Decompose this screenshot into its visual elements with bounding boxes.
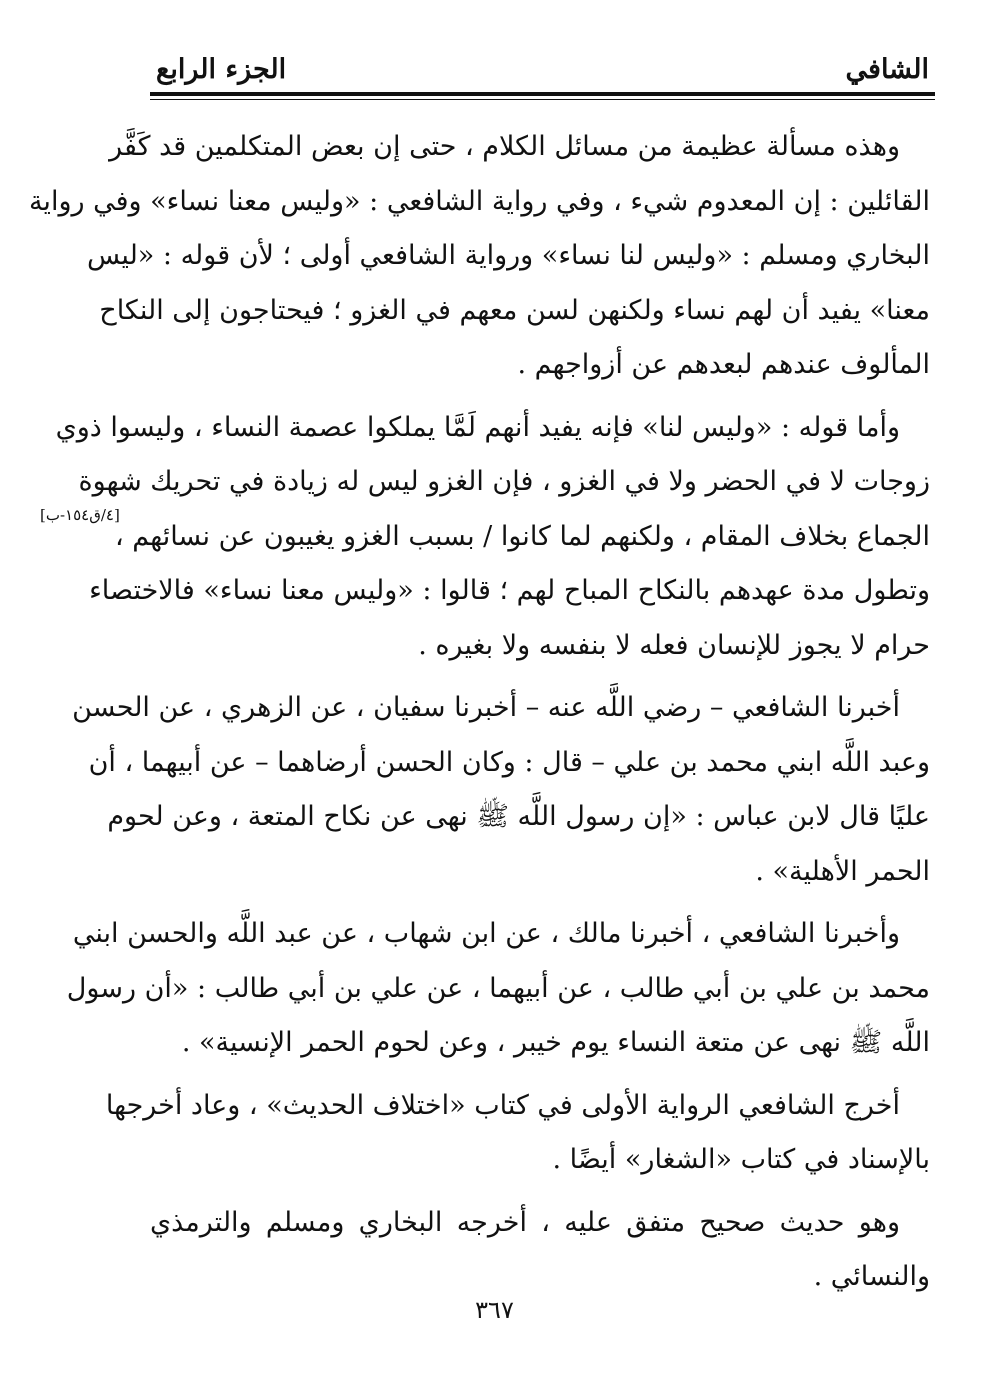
text-line: بالإسناد في كتاب «الشغار» أيضًا . xyxy=(552,1144,930,1175)
text-line: أخبرنا الشافعي – رضي اللَّه عنه – أخبرنا سفيان ، عن الزهري ، عن الحسن xyxy=(72,692,900,723)
text-line: الجماع بخلاف المقام ، ولكنهم لما كانوا / بسبب الغزو يغيبون عن نسائهم ، xyxy=(114,520,930,552)
paragraph xyxy=(72,681,930,899)
text-line: المألوف عندهم لبعدهم عن أزواجهم . xyxy=(517,349,930,380)
text-line: زوجات لا في الحضر ولا في الغزو ، فإن الغزو ليس له زيادة في تحريك شهوة xyxy=(78,466,930,497)
book-title: الشافي xyxy=(845,54,929,85)
text-line: وأما قوله : «وليس لنا» فإنه يفيد أنهم لَمَّا يملكوا عصمة النساء ، وليسوا ذوي xyxy=(55,411,900,443)
page-number: ٣٦٧ xyxy=(475,1296,514,1324)
text-line: وعبد اللَّه ابني محمد بن علي – قال : وكان الحسن أرضاهما – عن أبيهما ، أن xyxy=(88,746,930,778)
text-line: والنسائي . xyxy=(813,1261,930,1292)
running-header xyxy=(150,50,935,94)
paragraph xyxy=(66,907,930,1071)
text-line: حرام لا يجوز للإنسان فعله لا بنفسه ولا بغيره . xyxy=(418,629,930,661)
text-line: وأخبرنا الشافعي ، أخبرنا مالك ، عن ابن شهاب ، عن عبد اللَّه والحسن ابني xyxy=(72,918,900,949)
text-line: محمد بن علي بن أبي طالب ، عن أبيهما ، عن علي بن أبي طالب : «أن رسول xyxy=(66,972,930,1004)
text-line: البخاري ومسلم : «وليس لنا نساء» ورواية الشافعي أولى ؛ لأن قوله : «ليس xyxy=(87,240,930,271)
paragraph xyxy=(105,1079,930,1188)
text-line: وهو حديث صحيح متفق عليه ، أخرجه البخاري ومسلم والترمذي xyxy=(150,1206,900,1238)
text-line: عليًا قال لابن عباس : «إن رسول اللَّه ﷺ نهى عن نكاح المتعة ، وعن لحوم xyxy=(107,801,930,832)
volume-title: الجزء الرابع xyxy=(156,54,287,85)
header-rule-thick xyxy=(150,92,935,96)
manuscript-folio-note: [٤/ق١٥٤-ب] xyxy=(40,506,120,524)
text-line: القائلين : إن المعدوم شيء ، وفي رواية الشافعي : «وليس معنا نساء» وفي رواية xyxy=(28,185,930,217)
text-line: اللَّه ﷺ نهى عن متعة النساء يوم خيبر ، وعن لحوم الحمر الإنسية» . xyxy=(181,1027,930,1058)
text-line: معنا» يفيد أن لهم نساء ولكنهن لسن معهم في الغزو ؛ فيحتاجون إلى النكاح xyxy=(99,294,930,326)
header-rule-thin xyxy=(150,99,935,100)
text-line: وتطول مدة عهدهم بالنكاح المباح لهم ؛ قالوا : «وليس معنا نساء» فالاختصاء xyxy=(89,575,930,606)
text-line: وهذه مسألة عظيمة من مسائل الكلام ، حتى إن بعض المتكلمين قد كَفَّر xyxy=(109,131,900,162)
text-line: أخرج الشافعي الرواية الأولى في كتاب «اختلاف الحديث» ، وعاد أخرجها xyxy=(105,1089,900,1121)
paragraph xyxy=(150,1196,930,1305)
paragraph xyxy=(28,120,930,393)
text-line: الحمر الأهلية» . xyxy=(755,855,930,887)
